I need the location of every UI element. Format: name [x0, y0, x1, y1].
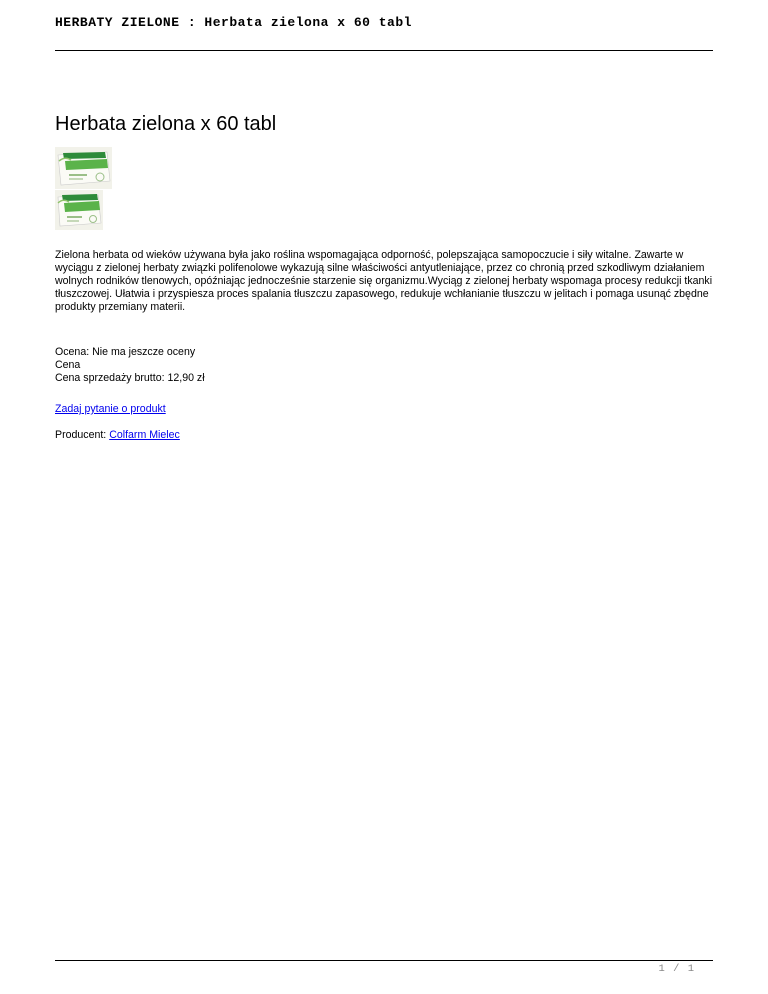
page-number: 1 / 1: [658, 963, 695, 975]
ask-question-link[interactable]: Zadaj pytanie o produkt: [55, 403, 166, 415]
product-package-image-small: [55, 190, 103, 230]
header-divider: [55, 50, 713, 51]
price-label: Cena: [55, 359, 81, 371]
producer-label: Producent:: [55, 429, 110, 441]
producer-line: [55, 429, 180, 441]
product-package-image: [55, 147, 112, 189]
producer-link[interactable]: Colfarm Mielec: [109, 429, 180, 441]
product-description: Zielona herbata od wieków używana była jako roślina wspomagająca odporność, polepszająca samopoczucie i siły witalne. Zawarte w wyciągu z zielonej herbaty związki polifenolowe wykazują silne właściwości antyutleniające, przez co chronią przed szkodliwym działaniem wolnych rodników tlenowych, opóźniając jednocześnie starzenie się organizmu.Wyciąg z zielonej herbaty wspomaga procesy redukcji tkanki tłuszczowej. Ułatwia i przyspiesza proces spalania tłuszczu zapasowego, redukuje wchłanianie tłuszczu w jelitach i pomaga usunąć zbędne produkty przemiany materii.: [55, 249, 713, 313]
product-image-1[interactable]: [55, 147, 112, 189]
product-meta: [55, 346, 205, 385]
document-header-title: HERBATY ZIELONE : Herbata zielona x 60 tabl: [55, 15, 412, 30]
rating-text: Ocena: Nie ma jeszcze oceny: [55, 346, 196, 358]
price-gross: Cena sprzedaży brutto: 12,90 zł: [55, 372, 205, 384]
product-image-2[interactable]: [55, 190, 103, 230]
footer-divider: [55, 960, 713, 961]
product-title: Herbata zielona x 60 tabl: [55, 113, 277, 135]
